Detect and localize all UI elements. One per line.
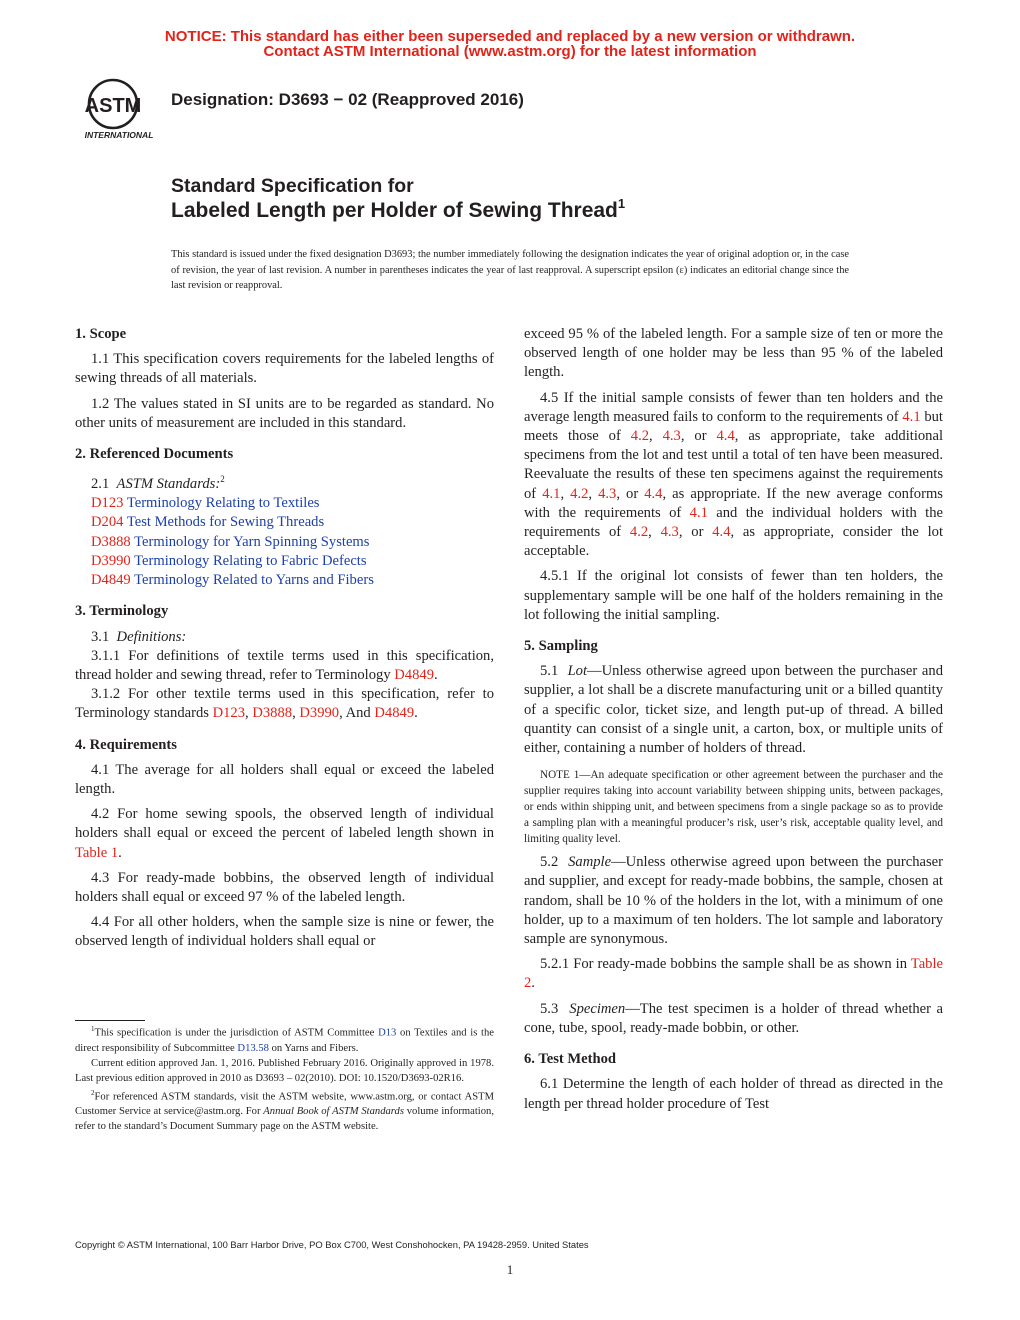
para-2-1-num: 2.1 [91,476,110,493]
logo-mark: ASTM [84,95,142,117]
para-6-1: 6.1 Determine the length of each holder of thread as directed in the length per thread holder procedure of Test [524,1076,943,1112]
para-4-2-text: 4.2 For home sewing spools, the observed length of individual holders shall equal or exceed the percent of labeled length shown in [75,806,494,842]
ref-link[interactable]: D3888 [252,705,293,722]
para-5-3-label: Specimen [569,1000,626,1017]
para-4-3: 4.3 For ready-made bobbins, the observed length of individual holders shall equal or exceed 97 % of the labeled length. [75,869,494,905]
para-5-3-text: —The test specimen is a holder of thread whether a cone, tube, spool, ready-made bobbin, or other. [524,1000,943,1036]
reference-title: Terminology Relating to Textiles [126,495,320,512]
ref-link[interactable]: 4.4 [716,428,735,445]
ref-link[interactable]: D4849 [394,666,434,683]
para-3-1-2-text: 3.1.2 For other textile terms used in this specification, refer to Terminology standards [75,686,494,722]
para-4-5-1: 4.5.1 If the original lot consists of fewer than ten holders, the supplementary sample will be one half of the holders remaining in the lot following the initial sampling. [524,568,943,623]
footnote-1: $^1$This specification is under the jurisdiction of ASTM Committee D13 on Textiles and is the direct responsibility of Subcommittee D13.58 on Yarns and Fibers. [75,1025,494,1054]
para-4-2: 4.2 For home sewing spools, the observed length of individual holders shall equal or exceed the percent of labeled length shown in Table 1. [75,806,494,861]
footnote-2: $^2$For referenced ASTM standards, visit the ASTM website, www.astm.org, or contact ASTM Customer Service at service@astm.org. For Annual Book of ASTM Standards volume information, refer to the standard’s Document Summary page on the ASTM website. [75,1088,494,1133]
table-1-link[interactable]: Table 1 [75,844,119,861]
footnote-1-edition: Current edition approved Jan. 1, 2016. Published February 2016. Originally approved in 1978. Last previous edition approved in 2010 as D3693 – 02(2010). DOI: 10.1520/D3693-02R16. [75,1057,494,1084]
committee-link[interactable]: D13 [378,1027,397,1039]
section-4-heading: 4. Requirements [75,736,177,753]
ref-link[interactable]: 4.2 [630,428,650,445]
title-text: Labeled Length per Holder of Sewing Thread [171,199,618,222]
para-2-1 [75,470,494,494]
ref-link[interactable]: 4.1 [542,485,561,502]
para-5-1-text: —Unless otherwise agreed upon between the purchaser and supplier, a lot shall be a discrete manufacturing unit or a billed quantity of a specific color, ticket size, and length put-up of thread. A billed quantity can consist of a single unit, a carton, box, or multiple units of either, containing a number of holders of thread. [524,663,943,757]
para-5-2: 5.2 Sample—Unless otherwise agreed upon between the purchaser and supplier, and except for ready-made bobbins, the sample, chosen at random, shall be 10 % of the holders in the lot, with a minimum of one holder, up to a maximum of ten holders. The lot sample and laboratory sample are synonymous. [524,854,943,948]
logo-caption: INTERNATIONAL [84,130,154,140]
para-5-2-text: —Unless otherwise agreed upon between the purchaser and supplier, and except for ready-made bobbins, the sample, chosen at random, shall be 10 % of the holders in the lot, with a minimum of one holder, up to a maximum of ten holders. The lot sample and laboratory sample are synonymous. [524,854,943,948]
para-4-5-text: and the individual holders with the requirements of [524,504,943,541]
para-4-5-text: , as appropriate, consider the lot acceptable. [524,524,944,560]
left-column [75,325,494,952]
notice-line-2: Contact ASTM International (www.astm.org) for the latest information [263,43,757,60]
section-2-heading: 2. Referenced Documents [75,446,234,463]
para-5-2-1-text: 5.2.1 For ready-made bobbins the sample shall be as shown in [540,956,911,973]
ref-link[interactable]: 4.4 [644,485,663,502]
title-line-2 [171,196,626,223]
reference-item[interactable] [91,571,494,590]
footnote-1-text-b: on Textiles and is the direct responsibility of Subcommittee [75,1027,494,1054]
section-5-heading: 5. Sampling [524,638,598,655]
reference-item[interactable] [91,533,494,552]
notice-line-1: NOTICE: This standard has either been superseded and replaced by a new version or withdrawn. [164,28,856,45]
para-4-5: 4.5 If the initial sample consists of fewer than ten holders and the average length measured fails to conform to the requirements of 4.1 but meets those of 4.2, 4.3, or 4.4, as appropriate, take additional specimens from the lot and test until a total of ten have been measured. Reevaluate the results of these ten specimens against the requirements of 4.1, 4.2, 4.3, or 4.4, as appropriate. If the new average conforms with the requirements of 4.1 and the individual holders with the requirements of 4.2, 4.3, or 4.4, as appropriate, consider the lot acceptable. [524,389,944,560]
para-3-1-1-text: 3.1.1 For definitions of textile terms used in this specification, thread holder and sewing thread, refer to Terminology [75,647,494,683]
astm-logo [76,74,160,142]
para-5-1-label: Lot [567,663,588,680]
ref-link[interactable]: 4.4 [712,524,731,541]
para-5-2-1: 5.2.1 For ready-made bobbins the sample shall be as shown in Table 2. [524,956,943,992]
footnotes [75,1022,494,1134]
para-2-1-label: ASTM Standards: [116,476,221,493]
and-word: And [345,705,371,722]
para-3-1-num: 3.1 [91,628,110,645]
para-5-3: 5.3 Specimen—The test specimen is a holder of thread whether a cone, tube, spool, ready-made bobbin, or other. [524,1000,943,1036]
designation: Designation: D3693 − 02 (Reapproved 2016) [171,90,524,109]
para-4-5-text: but meets those of [524,408,943,445]
reference-title: Terminology Related to Yarns and Fibers [134,572,374,589]
para-5-1: 5.1 Lot—Unless otherwise agreed upon between the purchaser and supplier, a lot shall be a discrete manufacturing unit or a billed quantity of a specific color, ticket size, and length put-up of thread. A billed quantity can consist of a single unit, a carton, box, or multiple units of either, containing a number of holders of thread. [524,663,943,757]
ref-link[interactable]: 4.3 [660,524,679,541]
reference-item[interactable] [91,513,494,532]
page-number: 1 [506,1262,514,1277]
reference-list [75,494,494,590]
footnote-2-italic: Annual Book of ASTM Standards [263,1106,404,1118]
ref-link[interactable]: 4.3 [598,485,617,502]
para-2-1-sup: 2 [220,474,225,485]
reference-code: D123 [91,495,124,512]
ref-link[interactable]: 4.1 [902,408,921,425]
ref-link[interactable]: 4.3 [662,428,681,445]
reference-title: Test Methods for Sewing Threads [126,514,325,531]
reference-item[interactable] [91,494,494,513]
para-3-1 [75,628,494,647]
section-1-heading: 1. Scope [75,326,127,342]
para-5-2-label: Sample [568,854,612,871]
reference-title: Terminology Relating to Fabric Defects [134,552,367,569]
ref-link[interactable]: D4849 [374,705,415,722]
reference-item[interactable] [91,552,494,571]
reference-code: D3990 [91,552,131,569]
note-1: NOTE 1—An adequate specification or other agreement between the purchaser and the supplier requires taking into account variability between shipping units, between packages, or ends within shipping unit, and between specimens from a single package so as to provide a sampling plan with a meaningful producer’s risk, user’s risk, acceptable quality level, and limiting quality level. [524,769,943,846]
copyright: Copyright © ASTM International, 100 Barr Harbor Drive, PO Box C700, West Conshohocken, PA 19428-2959. United States [75,1239,589,1250]
reference-title: Terminology for Yarn Spinning Systems [134,533,370,550]
table-2-link[interactable]: Table 2 [524,956,943,992]
footnote-1-text-c: on Yarns and Fibers. [268,1042,359,1054]
para-1-1: 1.1 This specification covers requirements for the labeled lengths of sewing threads of all materials. [75,351,494,387]
para-4-5-text: , take additional specimens from the lot and test until a total of ten have been measured. Reevaluate the results of these ten specimens against the requirements of [524,428,943,502]
ref-link[interactable]: D3990 [299,705,340,722]
ref-link[interactable]: 4.2 [570,485,589,502]
footnote-2-text-a: For referenced ASTM standards, visit the ASTM website, www.astm.org, or contact ASTM Customer Service at service@astm.org. For [75,1091,494,1118]
para-4-5-text: 4.5 If the initial sample consists of fewer than ten holders and the average length measured fails to conform to the requirements of [524,389,943,425]
para-3-1-1: 3.1.1 For definitions of textile terms used in this specification, thread holder and sewing thread, refer to Terminology D4849. [75,647,494,683]
issued-text: This standard is issued under the fixed designation D3693; the number immediately following the designation indicates the year of original adoption or, in the case of revision, the year of last revision. A number in parentheses indicates the year of last reapproval. A superscript epsilon (ε) indicates an editorial change since the last revision or reapproval. [171,249,849,291]
footnote-1-text-a: This specification is under the jurisdiction of ASTM Committee [94,1027,379,1039]
para-4-1: 4.1 The average for all holders shall equal or exceed the labeled length. [75,761,494,797]
ref-link[interactable]: D123 [212,705,246,722]
section-6-heading: 6. Test Method [524,1051,617,1068]
footnote-rule [75,1020,145,1021]
ref-link[interactable]: 4.1 [689,504,708,521]
para-4-4-continued: exceed 95 % of the labeled length. For a sample size of ten or more the observed length of one holder may be less than 95 % of the labeled length. [524,326,943,381]
para-3-1-label: Definitions: [116,628,187,645]
para-1-2: 1.2 The values stated in SI units are to be regarded as standard. No other units of measurement are included in this standard. [75,395,494,431]
title-line-1: Standard Specification for [171,175,414,197]
para-3-1-2: 3.1.2 For other textile terms used in this specification, refer to Terminology standards D123, D3888, D3990, And D4849. [75,686,494,722]
reference-code: D3888 [91,533,131,550]
subcommittee-link[interactable]: D13.58 [237,1042,269,1054]
reference-code: D204 [91,514,124,531]
para-4-4: 4.4 For all other holders, when the sample size is nine or fewer, the observed length of individual holders shall equal or [75,914,494,950]
right-column [524,325,943,1114]
section-3-heading: 3. Terminology [75,603,169,620]
footnote-2-text-b: volume information, refer to the standard’s Document Summary page on the ASTM website. [75,1106,494,1133]
title-footnote-mark: 1 [617,196,626,211]
ref-link[interactable]: 4.2 [629,524,649,541]
reference-code: D4849 [91,572,131,589]
para-4-5-text: , as appropriate. If the new average conforms with the requirements of [524,485,943,521]
